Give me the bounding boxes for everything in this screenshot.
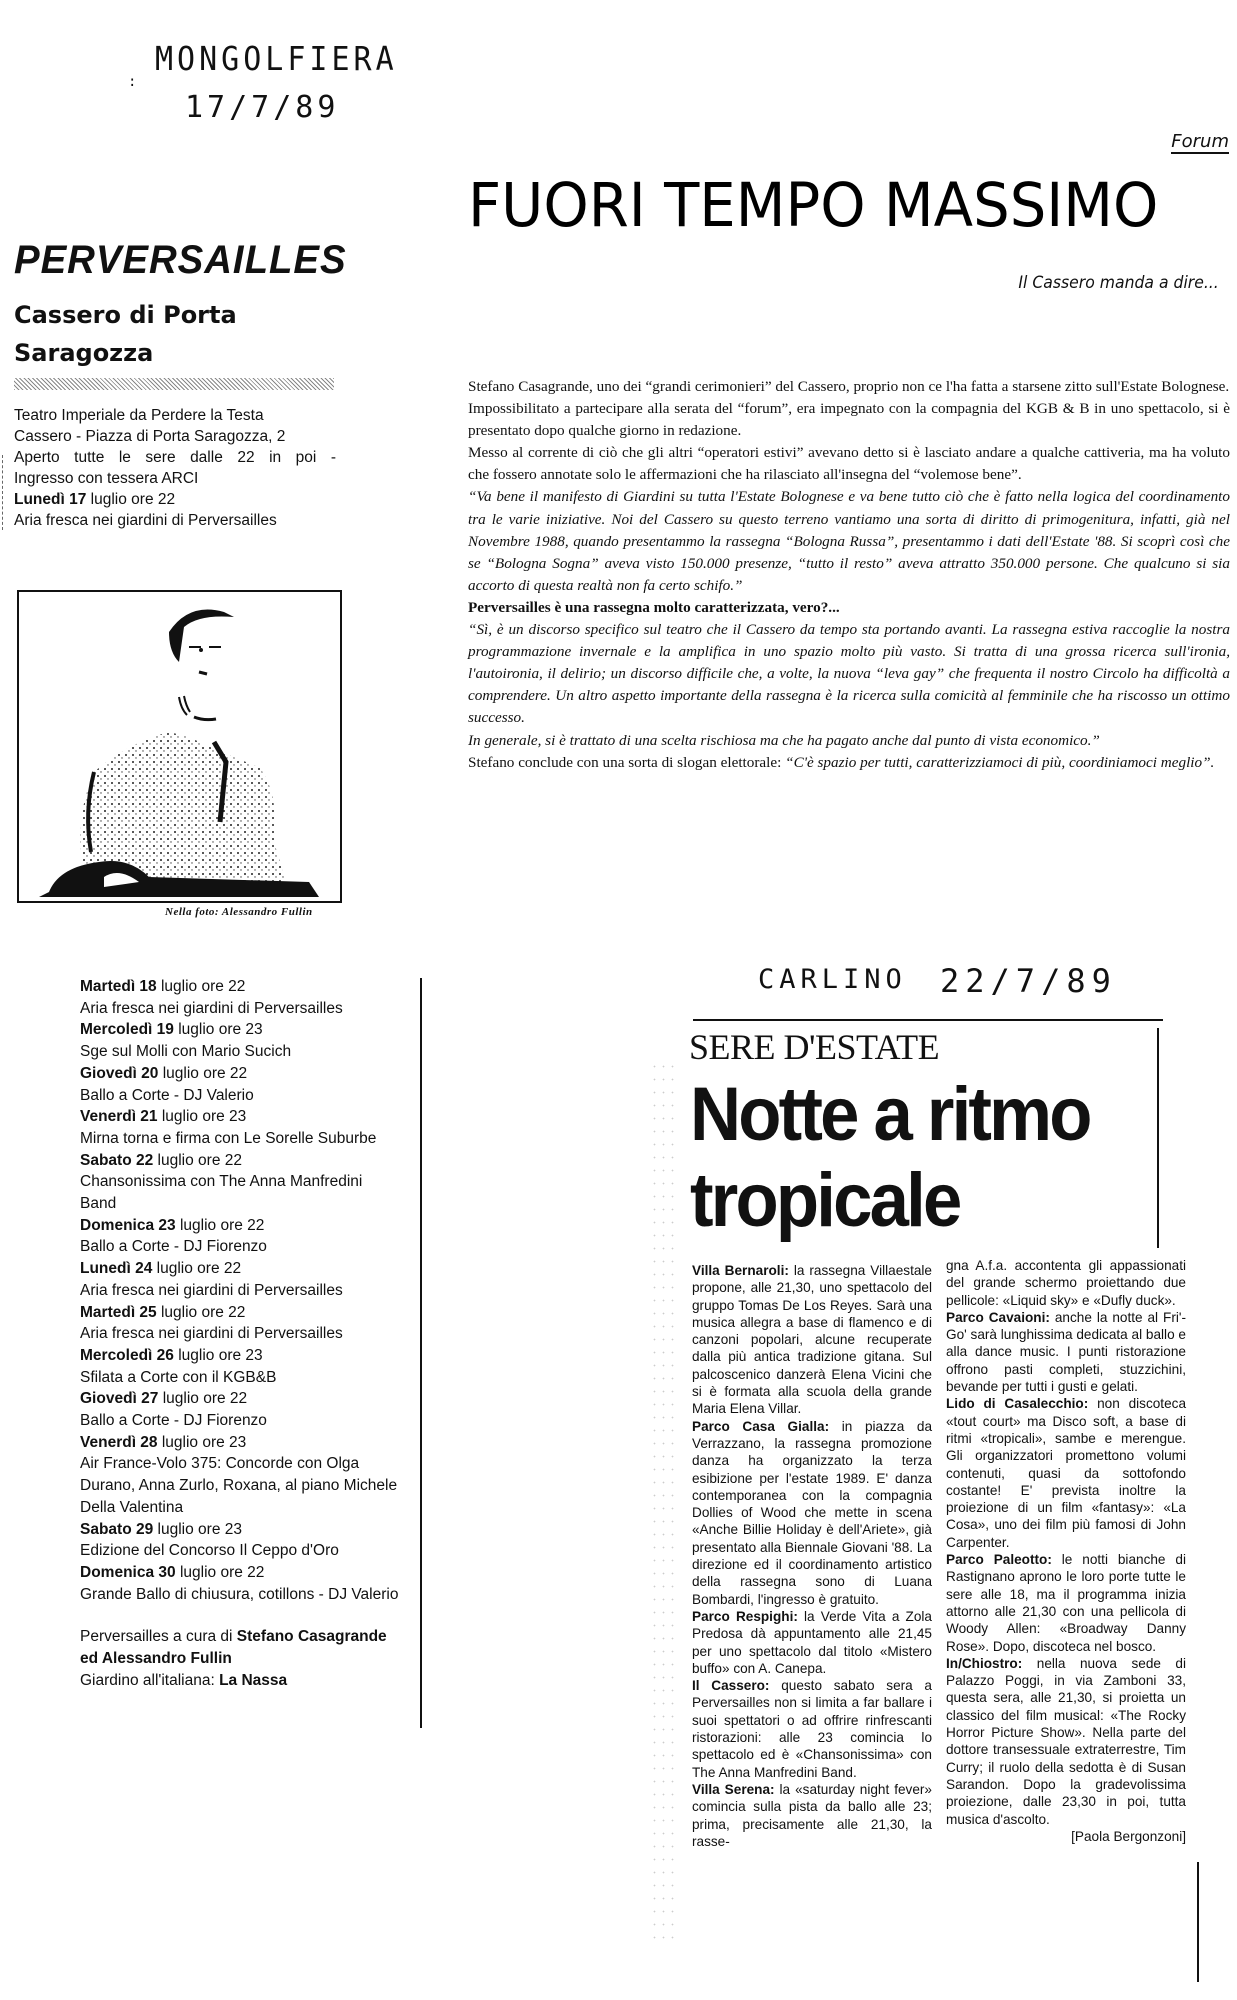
- info-line: Teatro Imperiale da Perdere la Testa: [14, 407, 264, 424]
- article-column-2: [946, 1257, 1186, 1845]
- event-time: luglio ore 22: [153, 1151, 242, 1169]
- event-time: luglio ore 22: [158, 1390, 248, 1408]
- venue-text: anche la notte al Fri'-Go' sarà lunghissima dedicata al ballo e alla dance music. I punti ristorazione offrono pasti completi, stuzzichini, bevande per tutti i gusti e gelati.: [946, 1309, 1186, 1395]
- event-day: Domenica 23: [80, 1216, 176, 1234]
- event-day: Giovedì 20: [80, 1064, 159, 1082]
- schedule-item: [80, 1562, 402, 1605]
- hatched-divider: [14, 378, 334, 390]
- schedule-item: [80, 1150, 402, 1215]
- event-time: luglio ore 23: [157, 1108, 247, 1126]
- quote-paragraph: “Sì, è un discorso specifico sul teatro che il Cassero da tempo sta portando avanti. La rassegna estiva raccoglie la nostra programmazione invernale e la amplifica in uno spazio molto più vasto. Si tratta di una grossa ricerca sull'ironia, l'autoironia, il delirio; un discorso difficile che, a volte, la nuova “leva gay” che frequenta il nostro Circolo ha difficoltà a comprendere. Un altro aspetto importante della rassegna è la ricerca sulla comicità al femminile che ha riscosso un ottimo successo.: [468, 621, 1230, 727]
- article-byline: [Paola Bergonzoni]: [1071, 1828, 1186, 1844]
- venue-entry: [946, 1551, 1186, 1655]
- event-time: luglio ore 23: [173, 1021, 263, 1039]
- column-rule: [1157, 1028, 1159, 1248]
- event-time: luglio ore 23: [153, 1520, 242, 1538]
- event-desc: Ballo a Corte - DJ Fiorenzo: [80, 1412, 267, 1430]
- margin-dashes: [2, 455, 3, 530]
- schedule-item: [80, 1106, 402, 1149]
- schedule-item: [80, 1519, 402, 1562]
- event-day: Domenica 30: [80, 1563, 176, 1581]
- event-desc: Aria fresca nei giardini di Perversailles: [80, 1281, 343, 1299]
- subtitle-line-1: Cassero di Porta: [14, 301, 237, 329]
- info-line: Aperto tutte le sere dalle 22 in poi -: [14, 449, 336, 466]
- event-day: Mercoledì 26: [80, 1346, 174, 1364]
- quote-paragraph: In generale, si è trattato di una scelta rischiosa ma che ha pagato anche dal punto di vista economico.”: [468, 731, 1100, 749]
- headline-line-2: tropicale: [690, 1158, 960, 1243]
- venue-text: la rassegna Villaestale propone, alle 21,30, uno spettacolo del gruppo Tomas De Los Reyes. Sarà una musica allegra a base di flamenco e di canzoni popolari, alcune recuperate dalla più antica tradizione gitana. Sul palcoscenico danzerà Elena Vicini che si è formata alla scuola della grande Maria Elena Villar.: [692, 1263, 932, 1417]
- article-kicker: SERE D'ESTATE: [689, 1027, 940, 1067]
- venue-entry: [946, 1257, 1186, 1309]
- photo-caption: Nella foto: Alessandro Fullin: [165, 906, 313, 918]
- venue-info: [14, 405, 336, 531]
- venue-text: la Verde Vita a Zola Predosa dà appuntamento alle 21,45 per uno spettacolo dal titolo «Mistero buffo» con A. Canepa.: [692, 1608, 932, 1676]
- event-day: Giovedì 27: [80, 1390, 159, 1408]
- venue-name: Lido di Casalecchio:: [946, 1396, 1089, 1412]
- paragraph: Messo al corrente di ciò che gli altri “operatori estivi” avevano detto si è lasciato andare a qualche cattiveria, ma ha voluto che fossero annotate solo le affermazioni che ha rilasciato all'insegna del “volemose bene”.: [468, 444, 1230, 484]
- event-desc: Aria fresca nei giardini di Perversailles: [80, 1325, 343, 1343]
- event-time: luglio ore 22: [152, 1260, 242, 1278]
- venue-entry: [692, 1677, 932, 1781]
- info-line: Cassero - Piazza di Porta Saragozza, 2: [14, 428, 286, 445]
- ink-mark: :: [128, 74, 141, 90]
- closing-intro: Stefano conclude con una sorta di slogan elettorale:: [468, 753, 786, 771]
- event-time: luglio ore 22: [175, 1563, 265, 1581]
- event-desc: Ballo a Corte - DJ Valerio: [80, 1086, 254, 1104]
- venue-name: Parco Paleotto:: [946, 1552, 1052, 1568]
- schedule-item: [80, 1215, 402, 1258]
- event-day: Martedì 18: [80, 978, 157, 995]
- info-line: Ingresso con tessera ARCI: [14, 470, 199, 487]
- article-headline: [690, 1072, 1090, 1244]
- venue-text: le notti bianche di Rastignano aprono le loro porte tutte le sere alle 18, ma il programma inizia attorno alle 21,30 con una pellicola di Woody Allen: «Broadway Danny Rose». Dopo, discoteca nel bosco.: [946, 1552, 1186, 1654]
- event-desc: Grande Ballo di chiusura, cotillons - DJ Valerio: [80, 1585, 399, 1603]
- venue-entry: [692, 1608, 932, 1677]
- closing-paragraph: [468, 752, 1230, 774]
- section-label-forum: Forum: [1171, 131, 1229, 152]
- schedule-credits: [80, 1626, 402, 1669]
- venue-name: Villa Serena:: [692, 1781, 775, 1797]
- handwritten-source-mongolfiera: MONGOLFIERA: [155, 40, 398, 79]
- schedule-border: [420, 978, 422, 1728]
- venue-text: in piazza da Verrazzano, la rassegna promozione danza ha organizzato la terza esibizione per l'estate 1989. E' danza contemporanea con la compagnia Dollies of Wood che mette in scena «Anche Billie Holiday è dell'Ariete», già presentato alla Biennale Giovani '88. La direzione ed il coordinamento artistico della rassegna sono di Luana Bombardi, l'ingresso è gratuito.: [692, 1418, 933, 1607]
- credits-names: Stefano Casagrande ed Alessandro Fullin: [80, 1628, 387, 1668]
- event-desc: Sfilata a Corte con il KGB&B: [80, 1368, 277, 1386]
- event-day: Venerdì 28: [80, 1433, 158, 1451]
- venue-name: In/Chiostro:: [946, 1655, 1023, 1671]
- venue-name: Parco Casa Gialla:: [692, 1418, 830, 1434]
- event-time: luglio ore 23: [173, 1346, 263, 1364]
- schedule-item: [80, 976, 402, 1019]
- portrait-illustration: [19, 592, 340, 901]
- event-day: Lunedì 17: [14, 491, 87, 508]
- article-title: FUORI TEMPO MASSIMO: [468, 170, 1159, 241]
- interview-question: Perversailles è una rassegna molto caratterizzata, vero?...: [468, 598, 840, 616]
- forum-article-body: [468, 376, 1230, 774]
- event-desc: Aria fresca nei giardini di Perversailles: [80, 999, 343, 1017]
- handwritten-source-carlino: CARLINO: [758, 964, 907, 995]
- venue-entry: [692, 1418, 932, 1608]
- footer-prefix: Giardino all'italiana:: [80, 1671, 220, 1687]
- event-day: Martedì 25: [80, 1303, 157, 1321]
- event-day: Sabato 29: [80, 1520, 154, 1538]
- event-time: luglio ore 22: [156, 1303, 246, 1321]
- event-desc: Ballo a Corte - DJ Fiorenzo: [80, 1238, 267, 1256]
- first-event-heading: [14, 489, 336, 510]
- paragraph: Stefano Casagrande, uno dei “grandi cerimonieri” del Cassero, proprio non ce l'ha fatta a starsene zitto sull'Estate Bolognese.: [468, 378, 1230, 395]
- event-desc: Mirna torna e firma con Le Sorelle Suburbe: [80, 1129, 377, 1147]
- event-day: Mercoledì 19: [80, 1021, 174, 1039]
- footer-name: La Nassa: [219, 1671, 288, 1687]
- schedule-item: [80, 1432, 402, 1519]
- venue-text: nella nuova sede di Palazzo Poggi, in via Zamboni 33, questa sera, alle 21,30, si proietta un classico del film musical: «The Rocky Horror Picture Show». Nella parte del dottore transessuale extraterrestre, Tim Curry; il ruolo della sedotta è di Susan Sarandon. Dopo la gradevolissima proiezione, dalle 23,30 in poi, tutta musica d'ascolto.: [946, 1655, 1186, 1827]
- paragraph: Impossibilitato a partecipare alla serata del “forum”, era impegnato con la compagnia del KGB & B in uno spettacolo, si è presentato dopo qualche giorno in redazione.: [468, 400, 1230, 440]
- schedule-item: [80, 1345, 402, 1388]
- venue-entry: [692, 1262, 932, 1418]
- event-desc: Air France-Volo 375: Concorde con Olga Durano, Anna Zurlo, Roxana, al piano Michele Della Valentina: [80, 1455, 398, 1516]
- handwritten-date-mongolfiera: 17/7/89: [185, 90, 340, 125]
- first-event-desc: Aria fresca nei giardini di Perversailles: [14, 512, 277, 529]
- article-subtitle: Il Cassero manda a dire...: [1018, 273, 1219, 293]
- event-desc: Sge sul Molli con Mario Sucich: [80, 1043, 292, 1061]
- event-time: luglio ore 22: [156, 978, 246, 995]
- headline-line-1: Notte a ritmo: [690, 1072, 1090, 1157]
- venue-name: Parco Cavaioni:: [946, 1309, 1050, 1325]
- column-rule: [1197, 1862, 1199, 1982]
- event-desc: Edizione del Concorso Il Ceppo d'Oro: [80, 1542, 339, 1560]
- event-desc: Chansonissima con The Anna Manfredini Band: [80, 1173, 363, 1213]
- venue-name: Il Cassero:: [692, 1678, 770, 1694]
- event-time: luglio ore 22: [158, 1064, 248, 1082]
- venue-name: Villa Bernaroli:: [692, 1263, 789, 1278]
- schedule-item: [80, 1019, 402, 1062]
- venue-entry: [946, 1395, 1186, 1551]
- article-column-1: [692, 1262, 932, 1850]
- event-time: luglio ore 22: [86, 491, 176, 508]
- event-day: Sabato 22: [80, 1151, 154, 1169]
- venue-entry: [692, 1781, 932, 1850]
- venue-text: la «saturday night fever» comincia sulla pista da ballo alle 23; prima, precisamente alle 21,30, la rasse-: [692, 1781, 932, 1849]
- handwritten-date-carlino: 22/7/89: [940, 962, 1117, 1000]
- schedule-item: [80, 1258, 402, 1301]
- venue-text: non discoteca «tout court» ma Disco soft, a base di ritmi «tropicali», sambe e merengue. Gli organizzatori promettono volumi contenuti, quasi da sottofondo costante! E' prevista inoltre la proiezione di un film «fantasy»: «La Cosa», uno dei film più famosi di John Carpenter.: [946, 1396, 1186, 1550]
- event-time: luglio ore 22: [175, 1216, 265, 1234]
- schedule-item: [80, 1302, 402, 1345]
- event-time: luglio ore 23: [157, 1433, 247, 1451]
- venue-name: Parco Respighi:: [692, 1608, 798, 1624]
- header-rule: [693, 1019, 1163, 1021]
- event-day: Venerdì 21: [80, 1108, 158, 1126]
- perversailles-subtitle: [14, 296, 237, 372]
- venue-text: questo sabato sera a Perversailles non si limita a far ballare i suoi spettatori o ad offrire rinfrescanti ristorazioni: alle 23 comincia lo spettacolo ed è «Chansonissima» con The Anna Manfredini Band.: [692, 1678, 932, 1780]
- scan-noise: [650, 1060, 680, 1940]
- schedule-item: [80, 1388, 402, 1431]
- venue-entry: [946, 1655, 1186, 1828]
- event-schedule: [80, 976, 402, 1687]
- credits-footer: [80, 1670, 402, 1687]
- venue-text: gna A.f.a. accontenta gli appassionati del grande schermo proiettando due pellicole: «Liquid sky» e «Dufly duck».: [946, 1258, 1186, 1308]
- credits-prefix: Perversailles a cura di: [80, 1628, 237, 1646]
- photo-alessandro-fullin: [17, 590, 342, 903]
- closing-slogan: “C'è spazio per tutti, caratterizziamoci di più, coordiniamoci meglio”.: [785, 753, 1215, 771]
- quote-paragraph: “Va bene il manifesto di Giardini su tutta l'Estate Bolognese e va bene tutto ciò che è fatto nella logica del coordinamento tra le varie iniziative. Noi del Cassero su questo terreno vantiamo una sorta di diritto di primogenitura, infatti, già nel Novembre 1988, quando presentammo la rassegna “Bologna Russa”, presentammo i dati dell'Estate '88. Si scoprì così che se “Bologna Sogna” aveva visto 150.000 presenze, “tutto il resto” aveva attratto 350.000 persone. Che qualcuno si sia accorto di questa realtà non fa certo schifo.”: [468, 488, 1230, 594]
- subtitle-line-2: Saragozza: [14, 339, 154, 367]
- venue-entry: [946, 1309, 1186, 1395]
- schedule-item: [80, 1063, 402, 1106]
- event-day: Lunedì 24: [80, 1260, 153, 1278]
- perversailles-title: PERVERSAILLES: [14, 238, 347, 282]
